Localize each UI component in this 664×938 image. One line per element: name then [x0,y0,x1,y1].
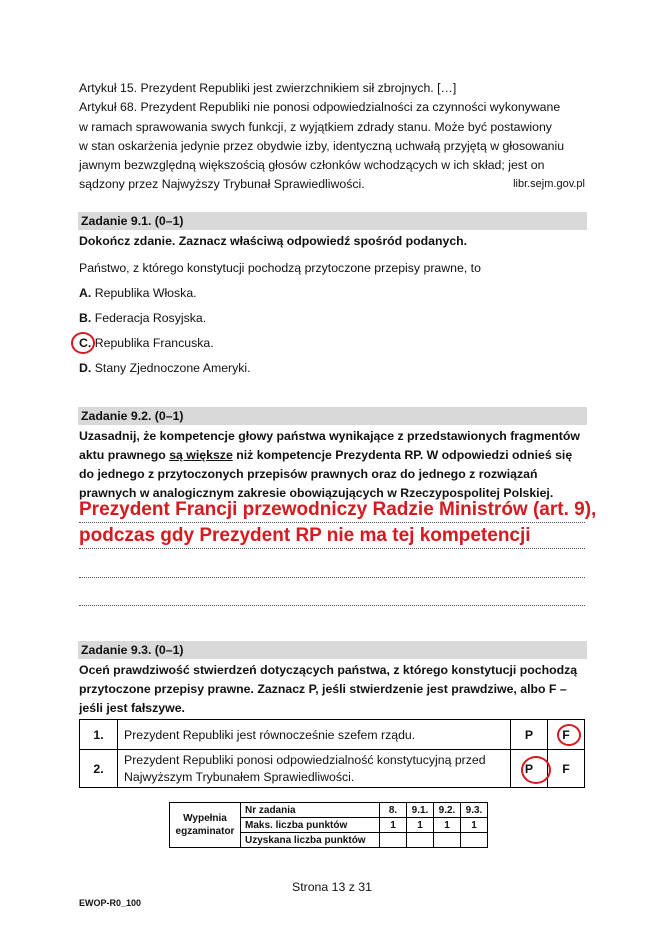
instruction-line: do jednego z przytoczonych przepisów prawnych oraz do jednego z rozwiązań [79,467,538,481]
statement-text: Prezydent Republiki jest równocześnie szefem rządu. [118,720,511,750]
task-9-1-stem: Państwo, z którego konstytucji pochodzą przytoczone przepisy prawne, to [79,261,481,275]
source-line: Artykuł 15. Prezydent Republiki jest zwierzchnikiem sił zbrojnych. […] [79,81,457,95]
option-letter: B. [79,311,92,325]
handwritten-answer-line-2: podczas gdy Prezydent RP nie ma tej kompetencji [79,525,531,546]
option-a[interactable] [79,286,197,300]
emphasis-text: są większe [169,448,233,462]
instruction-line: prawnych w analogicznym zakresie obowiązujących w Rzeczypospolitej Polskiej. [79,486,554,500]
examiner-label-line: Wypełnia [183,813,227,824]
statement-text [118,750,511,788]
page-number: Strona 13 z 31 [292,880,372,894]
task-number: 9.3. [461,803,488,818]
task-number: 9.1. [407,803,434,818]
task-number: 9.2. [434,803,461,818]
answer-line[interactable] [79,605,585,606]
option-letter: D. [79,361,92,375]
instruction-line: Uzasadnij, że kompetencje głowy państwa wynikające z przedstawionych fragmentów [79,429,580,443]
source-line: Artykuł 68. Prezydent Republiki nie ponosi odpowiedzialności za czynności wykonywane [79,100,561,115]
examiner-table [169,802,488,848]
statement-line: Najwyższym Trybunałem Sprawiedliwości. [124,769,355,784]
task-number: 8. [380,803,407,818]
true-cell[interactable]: P [511,750,548,788]
option-b[interactable] [79,311,206,325]
task-9-1-instruction: Dokończ zdanie. Zaznacz właściwą odpowiedź spośród podanych. [79,234,468,248]
max-points: 1 [380,818,407,833]
option-text: Stany Zjednoczone Ameryki. [94,361,251,375]
answer-line[interactable] [79,577,585,578]
row-label: Maks. liczba punktów [241,818,380,833]
false-cell[interactable]: F [548,720,585,750]
source-line: sądzony przez Najwyższy Trybunał Sprawiedliwości. [79,177,365,192]
max-points: 1 [461,818,488,833]
obtained-points[interactable] [380,833,407,848]
option-letter: A. [79,286,92,300]
obtained-points[interactable] [407,833,434,848]
option-letter: C. [79,336,92,350]
row-label: Uzyskana liczba punktów [241,833,380,848]
obtained-points[interactable] [461,833,488,848]
task-9-2-instruction [79,427,587,503]
table-row [80,720,585,750]
task-9-2-header: Zadanie 9.2. (0–1) [78,407,587,425]
selected-f-circle [557,724,581,746]
max-points: 1 [407,818,434,833]
row-number: 1. [80,720,118,750]
task-9-3-header: Zadanie 9.3. (0–1) [78,641,587,659]
true-cell[interactable]: P [511,720,548,750]
instruction-line: Oceń prawdziwość stwierdzeń dotyczących państwa, z którego konstytucji pochodzą [79,663,578,677]
selected-p-circle [521,756,551,784]
source-reference: libr.sejm.gov.pl [513,178,585,190]
task-9-1-header: Zadanie 9.1. (0–1) [78,212,587,230]
obtained-points[interactable] [434,833,461,848]
source-line: w ramach sprawowania swych funkcji, z wyjątkiem zdrady stanu. Może być postawiony [79,119,552,134]
examiner-label-line: egzaminator [175,826,235,837]
exam-code: EWOP-R0_100 [79,898,142,908]
option-text: Republika Włoska. [94,286,197,300]
instruction-text: niż kompetencje Prezydenta RP. W odpowiedzi odnieś się [232,448,573,462]
statement-line: Prezydent Republiki ponosi odpowiedzialność konstytucyjną przed [124,752,486,767]
option-text: Federacja Rosyjska. [94,311,207,325]
instruction-line: przytoczone przepisy prawne. Zaznacz P, jeśli stwierdzenie jest prawdziwe, albo F – [79,682,567,696]
source-line: w stan oskarżenia jedynie przez obydwie izby, identyczną uchwałą przyjętą w głosowaniu [79,138,565,153]
false-cell[interactable]: F [548,750,585,788]
max-points: 1 [434,818,461,833]
option-d[interactable] [79,361,251,375]
row-label: Nr zadania [241,803,380,818]
option-c[interactable] [79,336,214,350]
true-false-table [79,719,585,788]
task-9-3-instruction [79,661,587,718]
examiner-label [170,803,241,848]
instruction-text: aktu prawnego [79,448,170,462]
table-row [80,750,585,788]
instruction-line: jeśli jest fałszywe. [79,701,185,715]
option-text: Republika Francuska. [94,336,214,350]
source-text [79,79,569,195]
selected-answer-circle [71,332,95,354]
source-line: jawnym bezwzględną większością głosów członków wchodzących w ich skład; jest on [79,158,545,173]
table-row [170,803,488,818]
row-number: 2. [80,750,118,788]
handwritten-answer-line-1: Prezydent Francji przewodniczy Radzie Ministrów (art. 9), [79,499,597,520]
instruction-line [79,446,587,465]
